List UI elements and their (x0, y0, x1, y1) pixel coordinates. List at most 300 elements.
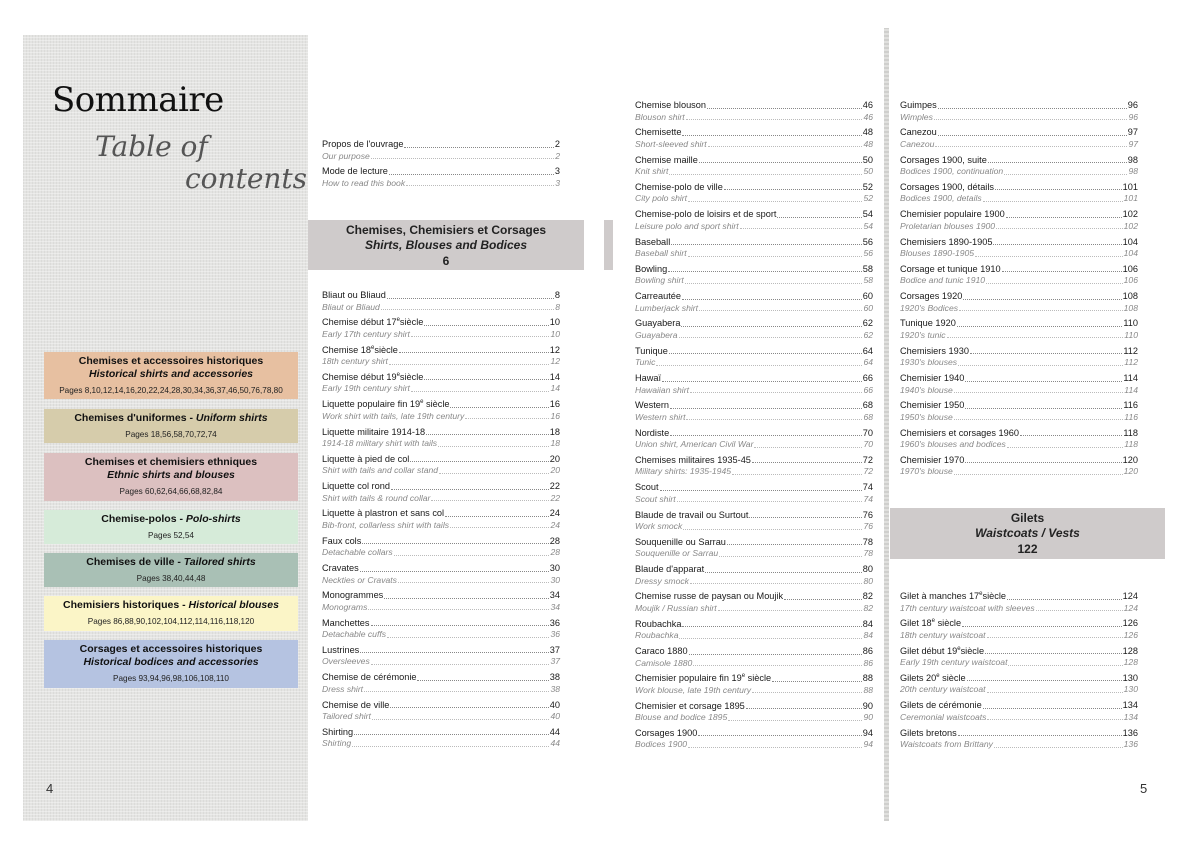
toc-entry-fr (635, 291, 873, 303)
toc-entry[interactable] (635, 537, 873, 560)
toc-title-fr (900, 673, 966, 685)
toc-page: 48 (863, 138, 873, 149)
dot-leader (688, 747, 862, 748)
toc-entry[interactable] (900, 209, 1138, 232)
toc-page: 86 (862, 646, 873, 656)
toc-page: 38 (549, 672, 560, 683)
toc-entry[interactable] (635, 264, 873, 287)
toc-title-en: Oversleeves (322, 656, 370, 667)
toc-entry-en (900, 139, 1138, 151)
toc-entry[interactable] (635, 237, 873, 260)
dot-leader (970, 353, 1122, 354)
toc-page: 22 (549, 481, 560, 492)
toc-entry[interactable] (635, 291, 873, 314)
toc-title-en: Dress shirt (322, 683, 364, 694)
toc-entry[interactable] (900, 373, 1138, 396)
toc-title-fr-text: Gilets de cérémonie (900, 700, 982, 711)
toc-entry[interactable] (635, 564, 873, 587)
dot-leader (465, 418, 549, 419)
toc-page: 101 (1123, 193, 1138, 204)
toc-entry-fr (322, 372, 560, 384)
toc-entry[interactable] (322, 618, 560, 641)
toc-page: 118 (1124, 439, 1138, 450)
toc-entry-en (900, 657, 1138, 669)
toc-entry-en (900, 357, 1138, 369)
toc-title-fr-suffix: siècle (982, 591, 1007, 601)
toc-title-fr-suffix: siècle (423, 399, 450, 410)
toc-entry[interactable] (900, 646, 1138, 669)
toc-title-fr-text: Western (635, 400, 670, 411)
toc-entry-en (900, 603, 1138, 615)
toc-title-fr-text: Bowling (635, 263, 668, 274)
toc-title-en: 1970's blouse (900, 466, 953, 477)
toc-page: 86 (863, 657, 873, 668)
toc-title-en: Shirt with tails and collar stand (322, 465, 439, 476)
toc-entry[interactable] (900, 591, 1138, 614)
toc-page: 8 (554, 290, 560, 300)
toc-title-fr-text: Corsage et tunique 1910 (900, 263, 1001, 274)
toc-entry-fr (322, 618, 560, 630)
toc-entry[interactable] (635, 182, 873, 205)
toc-entry-fr (322, 563, 560, 575)
toc-entry-en (900, 439, 1138, 451)
dot-leader (746, 708, 862, 709)
section-page: 6 (442, 254, 450, 268)
toc-entry[interactable] (322, 317, 560, 340)
toc-page: 76 (862, 509, 873, 520)
toc-entry[interactable] (322, 481, 560, 504)
toc-entry[interactable] (900, 100, 1138, 123)
toc-title-fr-text: Blaude de travail ou Surtout (635, 509, 749, 520)
toc-title-fr-text: Chemisiers 1930 (900, 345, 969, 356)
toc-page: 48 (862, 127, 873, 138)
toc-title-en: City polo shirt (635, 193, 688, 204)
toc-page: 104 (1122, 236, 1138, 247)
toc-entry[interactable] (900, 318, 1138, 341)
dot-leader (450, 527, 549, 528)
category-box (44, 596, 298, 631)
toc-entry-fr (900, 182, 1138, 194)
toc-title-en: Western shirt (635, 411, 686, 422)
toc-page: 72 (862, 454, 873, 465)
toc-page: 2 (554, 139, 560, 149)
toc-entry[interactable] (322, 290, 560, 313)
toc-title-fr (322, 727, 353, 739)
toc-entry-fr (900, 673, 1138, 685)
toc-title-fr-text: Cravates (322, 563, 359, 573)
dot-leader (965, 408, 1122, 409)
toc-page: 108 (1122, 291, 1138, 302)
toc-title-fr-sup: e (396, 317, 400, 324)
dot-leader (958, 365, 1123, 366)
dot-leader (958, 735, 1122, 736)
dot-leader (371, 625, 549, 626)
toc-page: 114 (1123, 373, 1138, 383)
toc-title-fr (900, 127, 937, 139)
toc-entry[interactable] (322, 454, 560, 477)
toc-title-fr-text: Scout (635, 482, 659, 493)
toc-title-fr (635, 100, 706, 112)
toc-page: 110 (1124, 329, 1138, 340)
toc-entry[interactable] (635, 646, 873, 669)
toc-page: 130 (1123, 684, 1138, 695)
page-title: Sommaire (52, 80, 224, 120)
toc-entry-fr (635, 455, 873, 467)
dot-leader (682, 135, 861, 136)
toc-page: 28 (549, 535, 560, 546)
toc-entry[interactable] (322, 700, 560, 723)
toc-entry-en (322, 465, 560, 477)
dot-leader (1004, 174, 1127, 175)
toc-page: 88 (863, 684, 873, 695)
toc-title-fr-sup: e (936, 672, 940, 679)
toc-title-en: Blouson shirt (635, 111, 685, 122)
toc-entry[interactable] (635, 591, 873, 614)
toc-title-fr (635, 373, 661, 385)
toc-page: 34 (549, 590, 560, 601)
toc-entry[interactable] (900, 291, 1138, 314)
toc-title-en: Hawaiian shirt (635, 384, 689, 395)
toc-title-fr (900, 155, 987, 167)
toc-entry-fr (322, 700, 560, 712)
toc-entry[interactable] (900, 618, 1138, 641)
toc-title-en: Monograms (322, 601, 368, 612)
category-pages: Pages 86,88,90,102,104,112,114,116,118,120 (87, 617, 255, 626)
dot-leader (934, 119, 1128, 120)
toc-entry-fr (635, 318, 873, 330)
toc-entry-en (322, 738, 560, 750)
toc-page: 84 (862, 618, 873, 629)
toc-page: 16 (549, 399, 560, 410)
toc-entry-en (322, 151, 560, 163)
toc-entry-en (635, 630, 873, 642)
toc-title-en: Bodice and tunic 1910 (900, 275, 986, 286)
toc-title-fr-suffix: siècle (960, 645, 985, 656)
dot-leader (404, 147, 553, 148)
category-title-fr: Corsages et accessoires historiques (79, 643, 263, 655)
dot-leader (772, 681, 862, 682)
toc-entry[interactable] (900, 673, 1138, 696)
toc-title-en: Bowling shirt (635, 275, 684, 286)
dot-leader (406, 185, 554, 186)
toc-title-en: How to read this book (322, 177, 406, 188)
toc-entry-fr (900, 318, 1138, 330)
dot-leader (688, 201, 862, 202)
toc-title-en: Short-sleeved shirt (635, 138, 707, 149)
toc-entry-fr (635, 182, 873, 194)
toc-entry[interactable] (635, 701, 873, 724)
toc-title-fr-suffix: siècle (935, 618, 962, 629)
toc-page: 70 (863, 439, 873, 450)
toc-entry[interactable] (635, 127, 873, 150)
toc-title-en: Detachable collars (322, 547, 393, 558)
dot-leader (1008, 665, 1122, 666)
toc-entry[interactable] (635, 673, 873, 696)
toc-entry[interactable] (322, 672, 560, 695)
toc-entry-en (900, 739, 1138, 751)
toc-title-en: Blouse and bodice 1895 (635, 712, 728, 723)
toc-title-fr-suffix: siècle (399, 371, 424, 382)
dot-leader (364, 691, 549, 692)
toc-title-fr (635, 564, 704, 576)
toc-title-fr (635, 701, 745, 713)
toc-title-fr (322, 317, 423, 329)
toc-entry-en (635, 521, 873, 533)
toc-title-fr (322, 536, 361, 548)
toc-entry[interactable] (635, 155, 873, 178)
toc-entry[interactable] (635, 455, 873, 478)
toc-title-fr-text: Carreautée (635, 291, 681, 302)
toc-entry[interactable] (635, 209, 873, 232)
dot-leader (987, 719, 1122, 720)
toc-entry[interactable] (322, 345, 560, 368)
toc-page: 102 (1123, 220, 1138, 231)
dot-leader (371, 158, 554, 159)
toc-entry[interactable] (322, 166, 560, 189)
toc-page: 28 (550, 547, 560, 558)
toc-title-fr-text: Propos de l'ouvrage (322, 139, 404, 149)
toc-entry-en (635, 494, 873, 506)
category-box (44, 510, 298, 544)
toc-entry[interactable] (322, 563, 560, 586)
toc-entry[interactable] (900, 182, 1138, 205)
toc-entry[interactable] (322, 590, 560, 613)
dot-leader (662, 381, 862, 382)
dot-leader (699, 310, 862, 311)
dot-leader (389, 174, 554, 175)
toc-entry-fr (635, 510, 873, 522)
toc-entry-en (900, 630, 1138, 642)
toc-page: 46 (862, 100, 873, 110)
toc-title-fr-text: Shirting (322, 726, 354, 737)
category-title (44, 599, 298, 612)
toc-entry[interactable] (900, 728, 1138, 751)
toc-entry-en (322, 411, 560, 423)
toc-entry-en (900, 275, 1138, 287)
toc-title-fr-text: Chemisier 1940 (900, 373, 965, 383)
toc-entry-en (635, 412, 873, 424)
toc-page: 36 (549, 617, 560, 628)
section-title-en: Waistcoats / Vests (975, 526, 1080, 540)
toc-title-en: Bodices 1900, continuation (900, 166, 1004, 177)
dot-leader (727, 544, 862, 545)
toc-entry-fr (900, 618, 1138, 630)
toc-title-fr (322, 481, 390, 493)
category-title-fr: Chemise-polos - (101, 513, 186, 525)
dot-leader (954, 474, 1123, 475)
toc-entry[interactable] (635, 619, 873, 642)
toc-entry[interactable] (635, 318, 873, 341)
toc-title-fr-text: Chemise maille (635, 154, 698, 165)
dot-leader (352, 746, 549, 747)
toc-title-fr-text: Chemise 18 (322, 344, 372, 355)
toc-title-fr-text: Chemisier populaire fin 19 (635, 673, 742, 684)
toc-page: 116 (1124, 411, 1138, 422)
toc-title-fr (322, 454, 409, 466)
toc-entry-en (635, 139, 873, 151)
toc-page: 106 (1122, 263, 1138, 274)
dot-leader (690, 583, 862, 584)
toc-page: 68 (863, 411, 873, 422)
toc-page: 24 (549, 508, 560, 519)
toc-page: 3 (555, 177, 560, 188)
toc-entry[interactable] (322, 372, 560, 395)
dot-leader (693, 665, 862, 666)
toc-entry-fr (635, 400, 873, 412)
toc-entry[interactable] (635, 510, 873, 533)
toc-entry-en (900, 248, 1138, 260)
toc-title-en: Camisole 1880 (635, 657, 693, 668)
toc-entry-en (322, 329, 560, 341)
toc-entry-fr (900, 237, 1138, 249)
toc-page: 108 (1123, 302, 1138, 313)
section-title-fr: Chemises, Chemisiers et Corsages (345, 223, 547, 237)
dot-leader (394, 555, 550, 556)
toc-entry[interactable] (900, 264, 1138, 287)
section-title-fr: Gilets (1010, 511, 1045, 525)
toc-title-fr (900, 728, 957, 740)
toc-title-fr-sup: e (931, 618, 936, 625)
toc-title-fr-text: Corsages 1920 (900, 291, 963, 302)
toc-title-en: Neckties or Cravats (322, 574, 397, 585)
toc-entry-en (635, 248, 873, 260)
toc-entry[interactable] (900, 237, 1138, 260)
toc-page: 112 (1124, 357, 1138, 368)
page-subtitle-line2: contents (185, 162, 308, 195)
toc-title-en: 1940's blouse (900, 384, 953, 395)
toc-entry[interactable] (900, 155, 1138, 178)
toc-page: 90 (863, 712, 873, 723)
toc-entry[interactable] (635, 346, 873, 369)
category-title-en: Uniform shirts (195, 412, 268, 424)
toc-entry[interactable] (900, 455, 1138, 478)
toc-title-fr-sup: e (420, 399, 424, 406)
toc-entry-en (322, 547, 560, 559)
toc-entry-en (635, 303, 873, 315)
toc-entry[interactable] (635, 373, 873, 396)
category-box (44, 553, 298, 587)
toc-title-fr (635, 728, 697, 740)
toc-title-fr-text: Nordiste (635, 427, 670, 438)
dot-leader (417, 680, 548, 681)
toc-entry[interactable] (900, 400, 1138, 423)
toc-title-fr (635, 673, 771, 685)
toc-title-fr-suffix: siècle (374, 344, 398, 355)
toc-entry-fr (322, 590, 560, 602)
toc-entry[interactable] (322, 645, 560, 668)
toc-page: 120 (1122, 454, 1138, 465)
toc-title-fr (322, 345, 398, 357)
category-title-fr: Chemises d'uniformes - (74, 412, 196, 424)
toc-entry-fr (900, 209, 1138, 221)
toc-title-fr-text: Guayabera (635, 318, 681, 329)
toc-entry[interactable] (322, 508, 560, 531)
dot-leader (954, 392, 1124, 393)
toc-entry[interactable] (635, 728, 873, 751)
toc-title-fr-text: Faux cols (322, 535, 362, 546)
toc-entry[interactable] (322, 727, 560, 750)
toc-entry[interactable] (635, 400, 873, 423)
toc-entry-fr (635, 673, 873, 685)
toc-page: 10 (550, 328, 560, 339)
toc-entry[interactable] (900, 700, 1138, 723)
dot-leader (752, 462, 862, 463)
toc-title-fr (635, 237, 670, 249)
toc-title-fr-sup: e (957, 645, 961, 652)
toc-title-fr-text: Chemise de ville (322, 699, 390, 710)
toc-entry[interactable] (635, 428, 873, 451)
toc-entry-en (900, 193, 1138, 205)
toc-entry-en (635, 330, 873, 342)
toc-title-fr-text: Canezou (900, 127, 937, 138)
toc-title-fr (900, 700, 982, 712)
toc-entry-fr (635, 591, 873, 603)
toc-title-fr-text: Corsages 1900, suite (900, 154, 987, 165)
toc-entry[interactable] (635, 100, 873, 123)
toc-title-fr-sup: e (371, 344, 375, 351)
toc-title-fr (900, 182, 994, 194)
toc-entry-en (635, 603, 873, 615)
toc-entry-en (635, 658, 873, 670)
toc-entry-en (322, 656, 560, 668)
toc-entry[interactable] (322, 536, 560, 559)
toc-title-en: Early 17th century shirt (322, 328, 410, 339)
dot-leader (699, 162, 862, 163)
dot-leader (669, 353, 862, 354)
page-number-left: 4 (46, 781, 54, 796)
toc-title-en: Moujik / Russian shirt (635, 602, 717, 613)
dot-leader (445, 516, 549, 517)
toc-page: 58 (862, 263, 873, 274)
toc-page: 118 (1123, 427, 1138, 438)
toc-page: 18 (549, 426, 560, 437)
toc-entry[interactable] (900, 127, 1138, 150)
dot-leader (784, 599, 862, 600)
toc-entry-fr (322, 317, 560, 329)
toc-entry[interactable] (322, 427, 560, 450)
toc-entry[interactable] (635, 482, 873, 505)
dot-leader (424, 325, 548, 326)
toc-page: 80 (863, 575, 873, 586)
toc-title-fr (635, 127, 681, 139)
toc-title-fr-text: Chemise début 19 (322, 371, 397, 382)
toc-page: 12 (550, 356, 560, 367)
toc-title-en: Military shirts: 1935-1945 (635, 466, 732, 477)
toc-title-fr (900, 455, 964, 467)
toc-entry-fr (635, 564, 873, 576)
toc-entry[interactable] (322, 399, 560, 422)
toc-entry[interactable] (322, 139, 560, 162)
toc-title-fr (900, 209, 1005, 221)
toc-entry-fr (900, 100, 1138, 112)
toc-title-fr-text: Gilet à manches 17 (900, 591, 980, 601)
toc-title-en: Early 19th century shirt (322, 383, 410, 394)
toc-entry[interactable] (900, 346, 1138, 369)
toc-entry-en (900, 112, 1138, 124)
dot-leader (988, 162, 1127, 163)
toc-entry[interactable] (900, 428, 1138, 451)
dot-leader (719, 556, 862, 557)
toc-title-en: Lumberjack shirt (635, 302, 699, 313)
toc-page: 56 (862, 236, 873, 247)
toc-page: 66 (862, 373, 873, 383)
dot-leader (996, 228, 1123, 229)
toc-entry-fr (635, 728, 873, 740)
toc-title-en: Work blouse, late 19th century (635, 684, 752, 695)
dot-leader (384, 598, 548, 599)
category-box (44, 352, 298, 399)
dot-leader (740, 228, 863, 229)
